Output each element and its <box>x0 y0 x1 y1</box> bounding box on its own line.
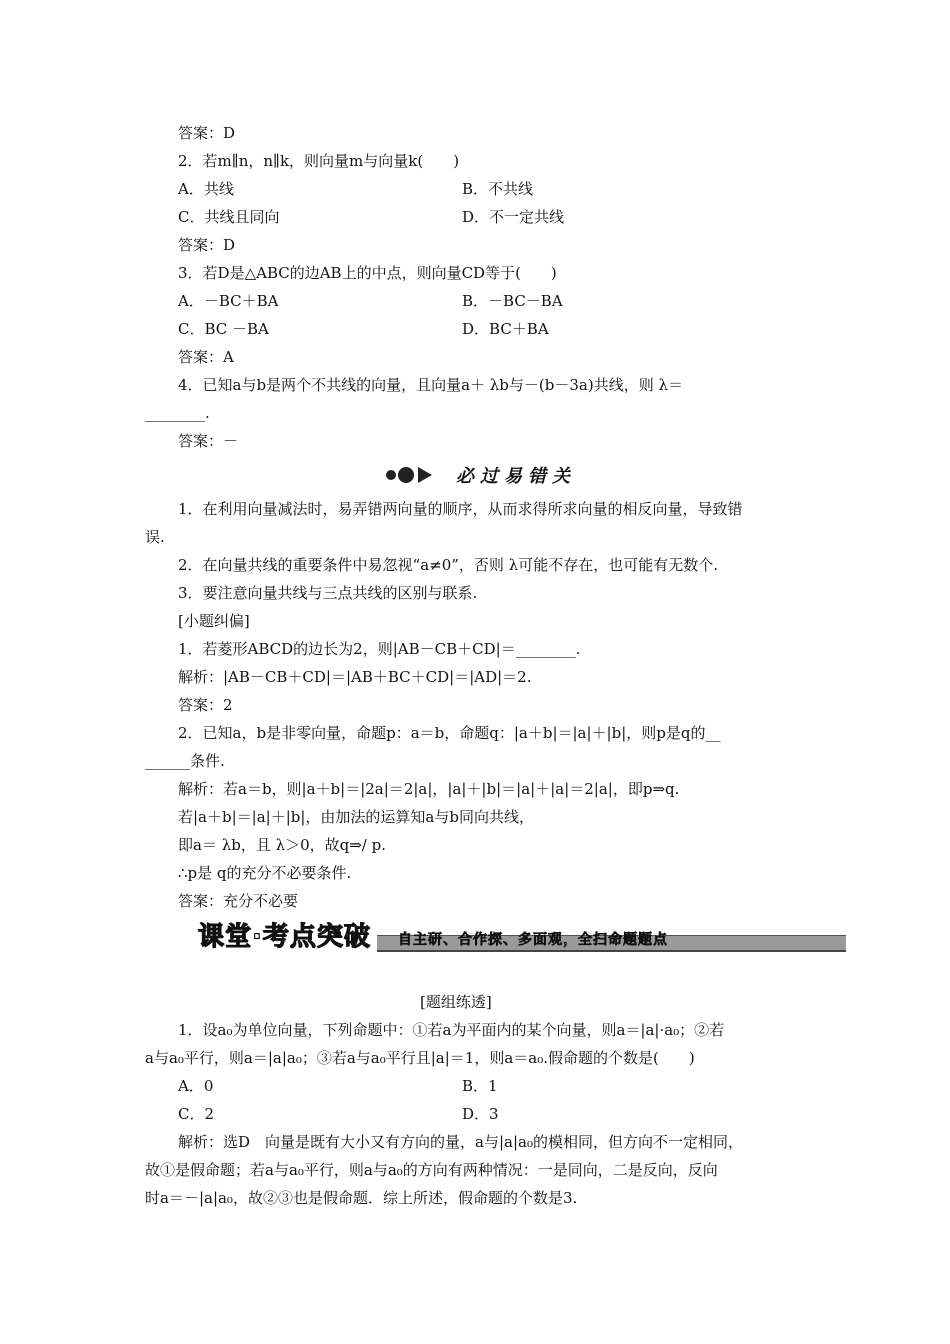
note-3: 3．要注意向量共线与三点共线的区别与联系. <box>178 584 478 602</box>
section-banner <box>178 922 846 954</box>
solution-line: 即a＝ λb，且 λ＞0，故q⇒/ p. <box>178 836 387 854</box>
option-a: A．0 <box>178 1077 214 1095</box>
answer-line: 答案：充分不必要 <box>178 892 299 910</box>
errors-banner-title: 必过易错关 <box>456 466 576 487</box>
question-4-blank: ________. <box>145 404 210 422</box>
option-b: B．1 <box>462 1077 498 1095</box>
section-banner-subtitle: 自主研、合作探、多面观，全扫命题题点 <box>398 932 668 948</box>
note-2: 2．在向量共线的重要条件中易忽视“a≠0”，否则 λ可能不存在，也可能有无数个. <box>178 556 718 574</box>
exercise-1: 1．若菱形ABCD的边长为2，则|AB－CB＋CD|＝________. <box>178 640 581 658</box>
exercise-2-cont: ______条件. <box>145 752 225 770</box>
solution-line: 故①是假命题；若a与a₀平行，则a与a₀的方向有两种情况：一是同向，二是反向，反向 <box>145 1161 718 1179</box>
option-a: A．－BC＋BA <box>178 292 279 310</box>
question-2: 2．若m∥n，n∥k，则向量m与向量k( ) <box>178 152 460 170</box>
answer-line: 答案：D <box>178 236 236 254</box>
practice-question-1-cont: a与a₀平行，则a＝|a|a₀；③若a与a₀平行且|a|＝1，则a＝a₀.假命题的个数是( ) <box>145 1049 695 1067</box>
option-d: D．3 <box>462 1105 499 1123</box>
solution-line: 解析：|AB－CB＋CD|＝|AB＋BC＋CD|＝|AD|＝2. <box>178 668 532 686</box>
question-4: 4．已知a与b是两个不共线的向量，且向量a＋ λb与－(b－3a)共线，则 λ＝ <box>178 376 683 394</box>
practice-question-1: 1．设a₀为单位向量，下列命题中：①若a为平面内的某个向量，则a＝|a|·a₀；②若 <box>178 1021 725 1039</box>
option-d: D．不一定共线 <box>462 208 565 226</box>
errors-banner <box>378 459 608 489</box>
note-1-cont: 误. <box>145 528 165 546</box>
answer-line: 答案：－ <box>178 432 239 450</box>
solution-line: 解析：若a＝b，则|a＋b|＝|2a|＝2|a|，|a|＋|b|＝|a|＋|a|＝2|a|，即p⇒q. <box>178 780 680 798</box>
answer-line: 答案：D <box>178 124 236 142</box>
option-c: C．BC －BA <box>178 320 269 338</box>
solution-line: 时a＝－|a|a₀，故②③也是假命题．综上所述，假命题的个数是3. <box>145 1189 578 1207</box>
option-a: A．共线 <box>178 180 234 198</box>
answer-line: 答案：2 <box>178 696 233 714</box>
question-3: 3．若D是△ABC的边AB上的中点，则向量CD等于( ) <box>178 264 557 282</box>
solution-line: 若|a＋b|＝|a|＋|b|，由加法的运算知a与b同向共线， <box>178 808 534 826</box>
subsection-heading: [小题纠偏] <box>178 612 250 630</box>
answer-line: 答案：A <box>178 348 234 366</box>
solution-line: 解析：选D 向量是既有大小又有方向的量，a与|a|a₀的模相同，但方向不一定相同， <box>178 1133 743 1151</box>
option-c: C．2 <box>178 1105 215 1123</box>
section-banner-title: 课堂·考点突破 <box>178 922 377 952</box>
note-1: 1．在利用向量减法时，易弄错两向量的顺序，从而求得所求向量的相反向量，导致错 <box>178 500 743 518</box>
subsection-heading: [题组练透] <box>420 993 492 1011</box>
option-c: C．共线且同向 <box>178 208 280 226</box>
banner-dots-icon <box>378 467 450 483</box>
option-b: B．不共线 <box>462 180 534 198</box>
option-d: D．BC＋BA <box>462 320 549 338</box>
exercise-2: 2．已知a，b是非零向量，命题p：a＝b，命题q：|a＋b|＝|a|＋|b|，则p是q的__ <box>178 724 721 742</box>
solution-line: ∴p是 q的充分不必要条件. <box>178 864 352 882</box>
option-b: B．－BC－BA <box>462 292 563 310</box>
